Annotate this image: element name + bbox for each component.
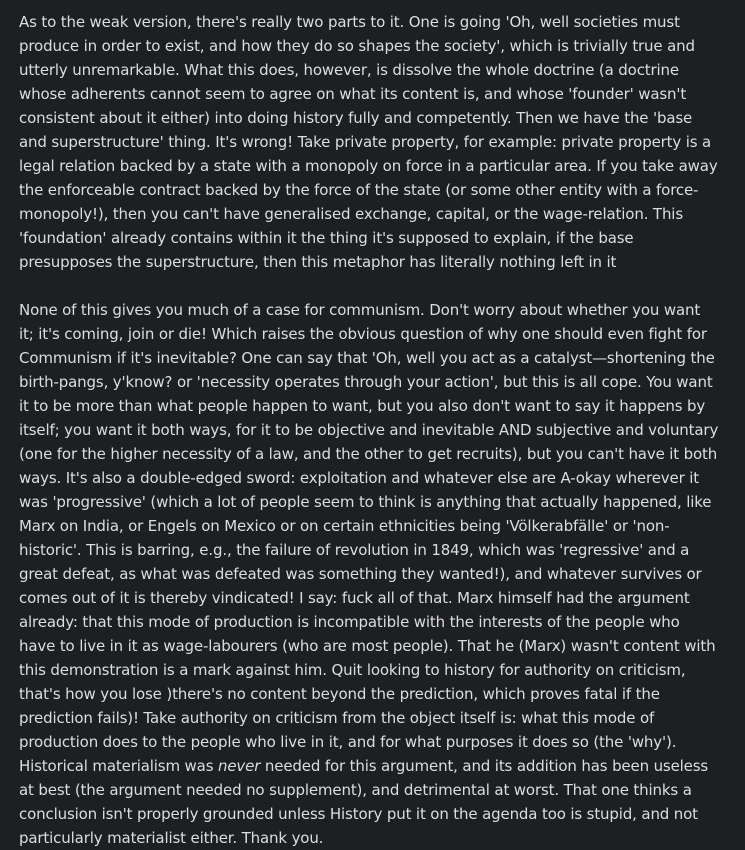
paragraph-communism-case — [19, 298, 719, 850]
emphasis-never: never — [218, 757, 261, 775]
paragraph-text-part2: needed for this argument, and its addition has been useless at best (the argument needed no supplement), and detrimental at worst. That one thinks a conclusion isn't properly grounded unless History put it on the agenda too is stupid, and not particularly materialist either. Thank you. — [19, 757, 709, 847]
paragraph-spacer — [19, 274, 719, 298]
paragraph-text-part1: None of this gives you much of a case for communism. Don't worry about whether you want it; it's coming, join or die! Which raises the obvious question of why one should even fight for Communism if it's inevitable? One can say that 'Oh, well you act as a catalyst—shortening the birth-pangs, y'know? or 'necessity operates through your action', but this is all cope. You want it to be more than what people happen to want, but you also don't want to say it happens by itself; you want it both ways, for it to be objective and inevitable AND subjective and voluntary (one for the higher necessity of a law, and the other to get recruits), but you can't have it both ways. It's also a double-edged sword: exploitation and whatever else are A-okay wherever it was 'progressive' (which a lot of people seem to think is anything that actually happened, like Marx on India, or Engels on Mexico or on certain ethnicities being 'Völkerabfälle' or 'non-historic'. This is barring, e.g., the failure of revolution in 1849, which was 'regressive' and a great defeat, as what was defeated was something they wanted!), and whatever survives or comes out of it is thereby vindicated! I say: fuck all of that. Marx himself had the argument already: that this mode of production is incompatible with the interests of the people who have to live in it as wage-labourers (who are most people). That he (Marx) wasn't content with this demonstration is a mark against him. Quit looking to history for authority on criticism, that's how you lose )there's no content beyond the prediction, which proves fatal if the prediction fails)! Take authority on criticism from the object itself is: what this mode of production does to the people who live in it, and for what purposes it does so (the 'why'). Historical materialism was — [19, 301, 719, 775]
paragraph-weak-version: As to the weak version, there's really two parts to it. One is going 'Oh, well societies must produce in order to exist, and how they do so shapes the society', which is trivially true and utterly unremarkable. What this does, however, is dissolve the whole doctrine (a doctrine whose adherents cannot seem to agree on what its content is, and whose 'founder' wasn't consistent about it either) into doing history fully and competently. Then we have the 'base and superstructure' thing. It's wrong! Take private property, for example: private property is a legal relation backed by a state with a monopoly on force in a particular area. If you take away the enforceable contract backed by the force of the state (or some other entity with a force-monopoly!), then you can't have generalised exchange, capital, or the wage-relation. This 'foundation' already contains within it the thing it's supposed to explain, if the base presupposes the superstructure, then this metaphor has literally nothing left in it — [19, 13, 718, 271]
message-body — [19, 10, 719, 850]
